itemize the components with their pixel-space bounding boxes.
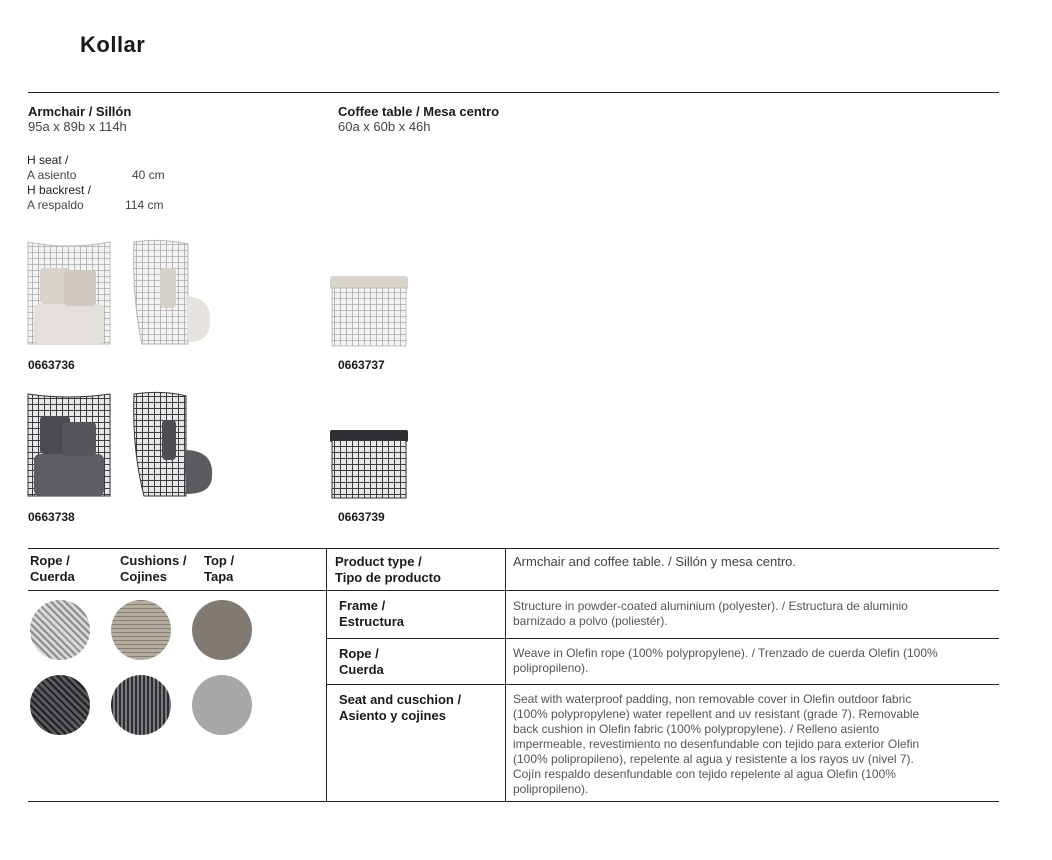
frame-label: Frame / Estructura <box>339 598 405 629</box>
coffee-table-dark-image <box>328 428 410 500</box>
table-row-rule-2 <box>326 684 999 685</box>
armchair-light-side-image <box>130 238 212 348</box>
armchair-light-front-image <box>26 240 112 348</box>
rope-dark-swatch <box>30 675 90 735</box>
armchair-name: Armchair / Sillón <box>28 104 132 119</box>
product-code-dark-armchair: 0663738 <box>28 510 75 524</box>
rope-light-swatch <box>30 600 90 660</box>
backrest-height-value: 114 cm <box>125 198 164 212</box>
coffee-table-dims: 60a x 60b x 46h <box>338 119 431 134</box>
frame-text: Structure in powder-coated aluminium (polyester). / Estructura de aluminio barnizado a polvo (poliestér). <box>513 599 908 628</box>
top-divider <box>28 92 999 93</box>
table-col-divider-2 <box>505 548 506 802</box>
rope-header: Rope / Cuerda <box>30 553 75 584</box>
seat-height-label-es: A asiento <box>27 168 77 182</box>
table-row-rule-1 <box>326 638 999 639</box>
product-code-light-table: 0663737 <box>338 358 385 372</box>
product-type-label: Product type / Tipo de producto <box>335 554 441 585</box>
product-type-text: Armchair and coffee table. / Sillón y mesa centro. <box>513 554 797 569</box>
table-header-rule <box>28 590 999 591</box>
cushion-light-swatch <box>111 600 171 660</box>
rope-label: Rope / Cuerda <box>339 646 384 677</box>
cushion-dark-swatch <box>111 675 171 735</box>
top-grey-swatch <box>192 675 252 735</box>
product-code-dark-table: 0663739 <box>338 510 385 524</box>
top-header: Top / Tapa <box>204 553 235 584</box>
backrest-height-label: H backrest / <box>27 183 92 197</box>
table-bottom-rule <box>28 801 999 802</box>
table-top-rule <box>28 548 999 549</box>
rope-text: Weave in Olefin rope (100% polypropylene). / Trenzado de cuerda Olefin (100% polipropileno). <box>513 646 938 675</box>
cushions-header: Cushions / Cojines <box>120 553 187 584</box>
armchair-dark-side-image <box>130 390 214 500</box>
seat-height-label: H seat / <box>27 153 69 167</box>
top-taupe-swatch <box>192 600 252 660</box>
armchair-dark-front-image <box>26 392 112 500</box>
seat-cushion-label: Seat and cuschion / Asiento y cojines <box>339 692 462 723</box>
coffee-table-light-image <box>328 274 410 348</box>
backrest-height-label-es: A respaldo <box>27 198 84 212</box>
page-title: Kollar <box>80 32 146 57</box>
armchair-dims: 95a x 89b x 114h <box>28 119 127 134</box>
table-col-divider-1 <box>326 548 327 802</box>
product-code-light-armchair: 0663736 <box>28 358 75 372</box>
coffee-table-name: Coffee table / Mesa centro <box>338 104 500 119</box>
seat-height-value: 40 cm <box>132 168 165 182</box>
seat-cushion-text: Seat with waterproof padding, non removable cover in Olefin outdoor fabric (100% polypropylene) water repellent and uv resistant (grade 7). Removable back cushion in Olefin fabric (100% polypropylene). / Relleno asiento impermeable, revestimiento no desenfundable con tejido para exterior Olefin (100% polipropileno), repelente al agua y resistente a los rayos uv (nivel 7). Cojín respaldo desenfundable con tejido repelente al agua Olefin (100% polipropileno). <box>513 692 920 796</box>
